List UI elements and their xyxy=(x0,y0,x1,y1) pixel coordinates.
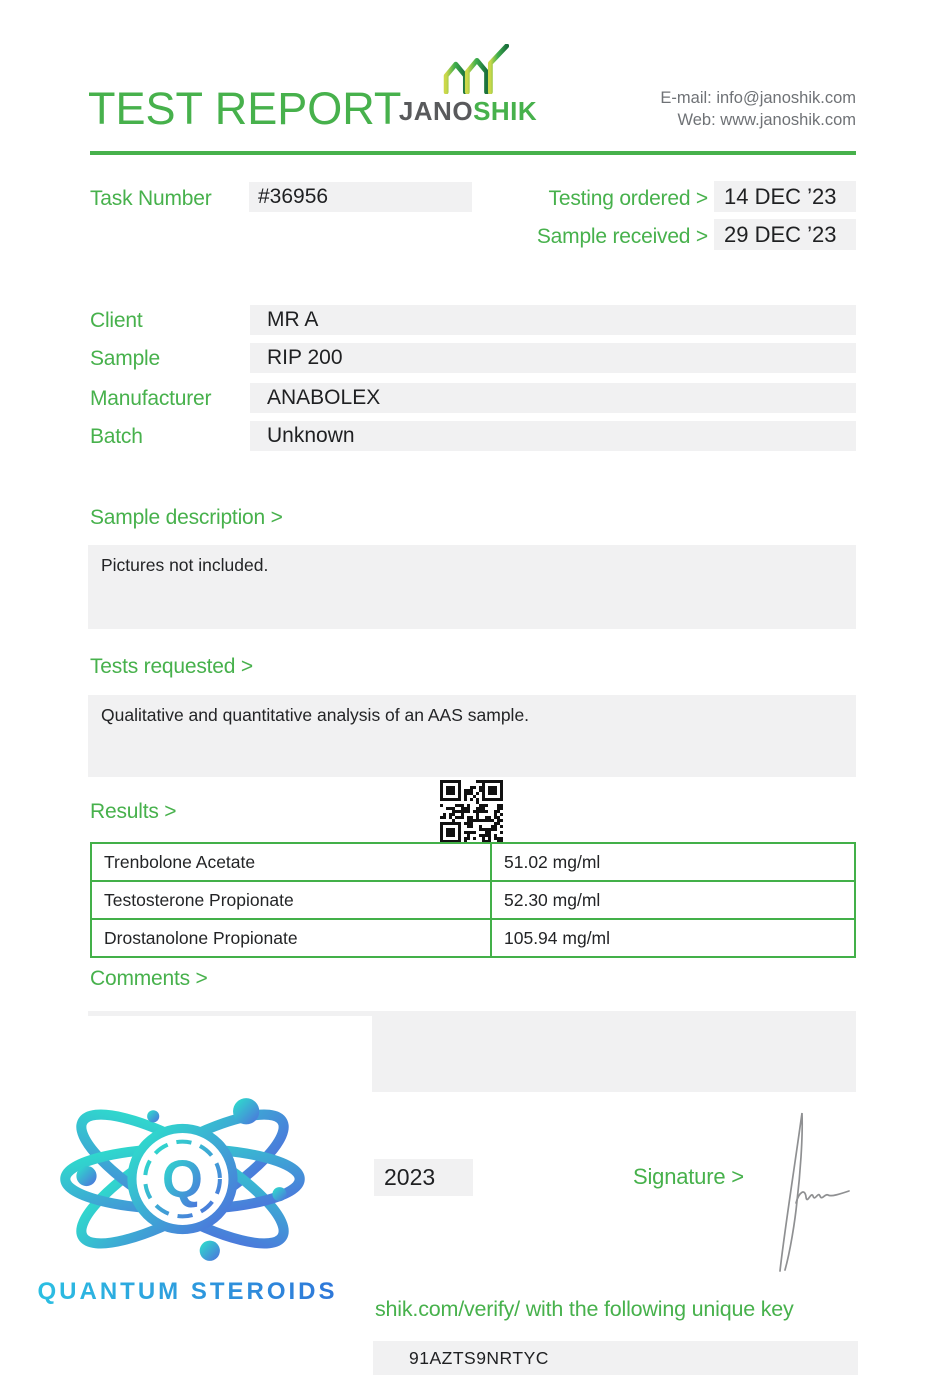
manufacturer-value: ANABOLEX xyxy=(267,386,381,409)
sample-box xyxy=(250,343,856,373)
tests-requested-body: Qualitative and quantitative analysis of an AAS sample. xyxy=(101,705,530,725)
manufacturer-box xyxy=(250,383,856,413)
testing-ordered-date: 14 DEC ’23 xyxy=(724,184,837,209)
logo-text-jano: JANO xyxy=(398,96,474,126)
results-heading: Results > xyxy=(90,800,177,823)
quantum-steroids-atom-icon xyxy=(55,1083,310,1275)
batch-box xyxy=(250,421,856,451)
unique-key-value: 91AZTS9NRTYC xyxy=(409,1348,549,1368)
brand-monogram: Q xyxy=(162,1150,203,1210)
tests-requested-box xyxy=(88,695,856,777)
tests-requested-heading: Tests requested > xyxy=(90,655,253,678)
signature-image xyxy=(750,1106,855,1278)
batch-label: Batch xyxy=(90,425,143,448)
year-box xyxy=(374,1159,473,1196)
result-substance: Drostanolone Propionate xyxy=(91,919,491,957)
janoshik-chart-icon xyxy=(441,44,509,94)
sample-value: RIP 200 xyxy=(267,346,343,369)
web-line: Web: www.janoshik.com xyxy=(677,111,856,130)
result-amount: 51.02 mg/ml xyxy=(491,843,855,881)
contact-block xyxy=(556,87,856,132)
results-table xyxy=(90,842,856,958)
result-amount: 52.30 mg/ml xyxy=(491,881,855,919)
year-value: 2023 xyxy=(384,1164,436,1190)
janoshik-logo-text xyxy=(398,98,538,124)
unique-key-box xyxy=(373,1341,858,1375)
testing-ordered-box xyxy=(714,181,856,212)
table-row xyxy=(91,843,855,881)
client-box xyxy=(250,305,856,335)
sample-description-heading: Sample description > xyxy=(90,506,283,529)
email-line: E-mail: info@janoshik.com xyxy=(660,89,856,107)
result-substance: Trenbolone Acetate xyxy=(91,843,491,881)
header-divider xyxy=(90,151,856,155)
testing-ordered-label: Testing ordered > xyxy=(548,187,708,210)
sample-received-box xyxy=(714,219,856,250)
comments-heading: Comments > xyxy=(90,967,208,990)
sample-description-box xyxy=(88,545,856,629)
sample-received-date: 29 DEC ’23 xyxy=(724,222,837,247)
page-title: TEST REPORT xyxy=(88,83,402,134)
verify-text: shik.com/verify/ with the following unique key xyxy=(375,1297,794,1321)
result-amount: 105.94 mg/ml xyxy=(491,919,855,957)
task-number-box xyxy=(249,182,472,212)
table-row xyxy=(91,881,855,919)
sample-received-label: Sample received > xyxy=(536,225,708,248)
client-value: MR A xyxy=(267,308,319,331)
brand-name: QUANTUM STEROIDS xyxy=(5,1278,370,1306)
batch-value: Unknown xyxy=(267,424,355,447)
qr-code-icon xyxy=(440,780,503,843)
task-number-label: Task Number xyxy=(90,187,212,210)
sample-description-body: Pictures not included. xyxy=(101,555,269,575)
sample-label: Sample xyxy=(90,347,161,370)
task-number-value: #36956 xyxy=(258,185,329,208)
client-label: Client xyxy=(90,309,143,332)
logo-text-shik: SHIK xyxy=(473,96,538,126)
manufacturer-label: Manufacturer xyxy=(90,387,212,410)
table-row xyxy=(91,919,855,957)
signature-label: Signature > xyxy=(633,1164,744,1189)
result-substance: Testosterone Propionate xyxy=(91,881,491,919)
